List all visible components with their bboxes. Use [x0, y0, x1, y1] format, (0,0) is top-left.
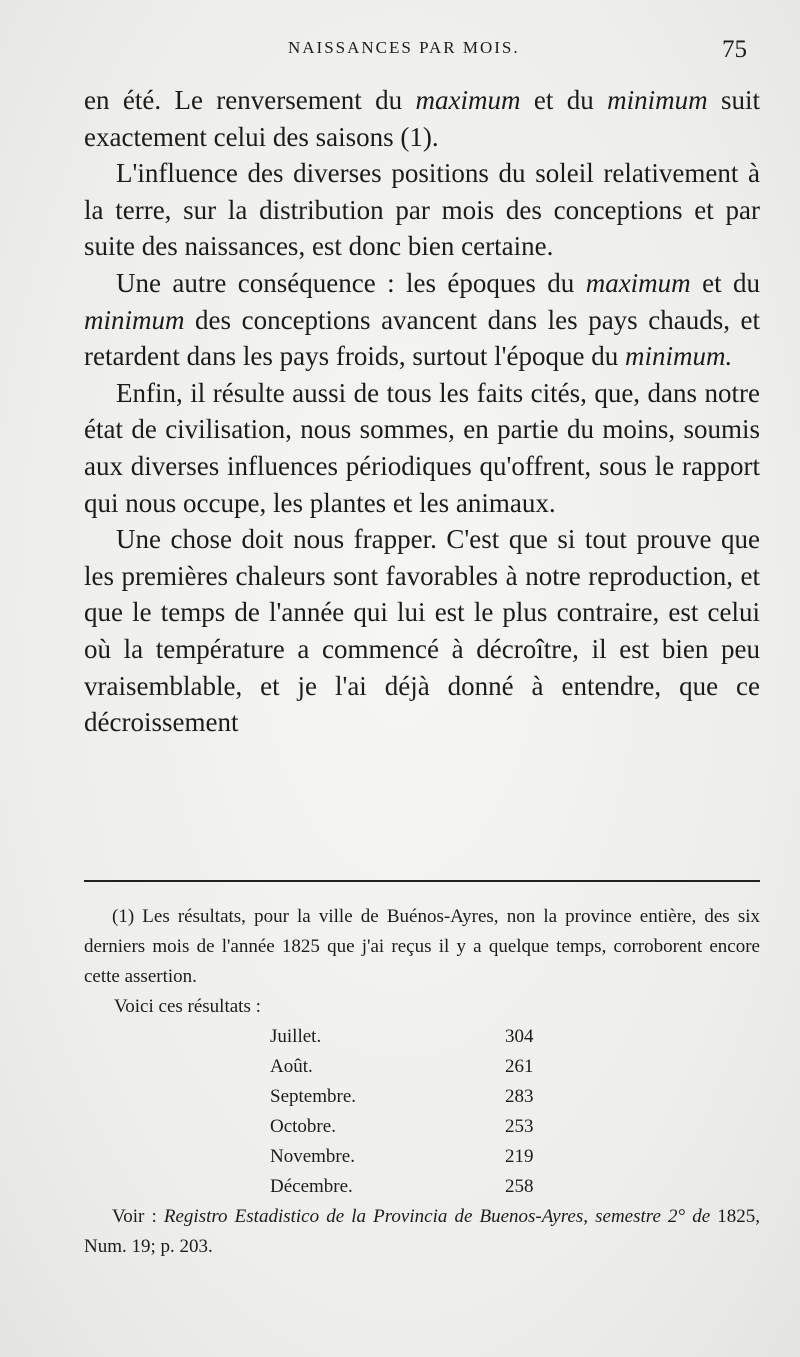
table-row — [270, 1022, 575, 1052]
main-text — [84, 82, 760, 741]
text-run: suit exactement celui des saisons (1). — [84, 85, 760, 152]
footnote-reference — [84, 1202, 760, 1262]
paragraph-4: Enfin, il résulte aussi de tous les faits cités, que, dans notre état de civilisation, nous sommes, en partie du moins, soumis aux diverses influences périodiques qu'offrent, sous le rapport qui nous occupe, les plantes et les animaux. — [84, 377, 760, 518]
table-row — [270, 1052, 575, 1082]
italic-term: minimum — [607, 85, 708, 115]
text-run: Une autre conséquence : les époques du — [116, 267, 586, 298]
value-cell: 258 — [505, 1176, 534, 1197]
value-cell: 253 — [505, 1116, 534, 1137]
results-table — [270, 1022, 575, 1202]
reference-label: Voir : — [112, 1206, 164, 1227]
value-cell: 261 — [505, 1056, 534, 1077]
paragraph-3 — [84, 265, 760, 375]
paragraph-5: Une chose doit nous frapper. C'est que si tout prouve que les premières chaleurs sont favorables à notre reproduction, et que le temps de l'année qui lui est le plus contraire, est celui où la température a commencé à décroître, il est bien peu vraisemblable, et je l'ai déjà donné à entendre, que ce décroissement — [84, 524, 760, 738]
month-cell: Décembre. — [270, 1176, 353, 1197]
footnote — [84, 902, 760, 1262]
italic-term: minimum — [84, 304, 185, 335]
value-cell: 283 — [505, 1086, 534, 1107]
paragraph-2: L'influence des diverses positions du soleil relativement à la terre, sur la distribution par mois des conceptions et par suite des naissances, est donc bien certaine. — [84, 158, 760, 262]
table-row — [270, 1082, 575, 1112]
text-run: en été. Le renversement du — [84, 85, 416, 115]
running-title: NAISSANCES PAR MOIS. — [288, 38, 520, 57]
footnote-text: (1) Les résultats, pour la ville de Buénos-Ayres, non la province entière, des six derniers mois de l'année 1825 que j'ai reçus il y a quelque temps, corroborent encore cette assertion. — [84, 906, 760, 987]
text-run: et du — [520, 85, 608, 115]
italic-term: maximum — [415, 85, 521, 115]
footnote-divider — [84, 880, 760, 882]
value-cell: 304 — [505, 1026, 534, 1047]
footnote-results-intro: Voici ces résultats : — [114, 996, 261, 1017]
reference-details: 1825, Num. 19; p. 203. — [84, 1206, 760, 1257]
value-cell: 219 — [505, 1146, 534, 1167]
page-number: 75 — [722, 36, 747, 63]
table-row — [270, 1112, 575, 1142]
italic-term: maximum — [585, 267, 691, 298]
paragraph-1 — [84, 82, 760, 155]
reference-title: Registro Estadistico de la Provincia de Buenos-Ayres, semestre 2° de — [163, 1206, 711, 1227]
table-row — [270, 1172, 575, 1202]
text-run: des conceptions avancent dans les pays chauds, et retardent dans les pays froids, surtout l'époque du — [84, 304, 760, 372]
month-cell: Juillet. — [270, 1026, 322, 1047]
month-cell: Novembre. — [270, 1146, 355, 1167]
month-cell: Octobre. — [270, 1116, 336, 1137]
text-run: et du — [690, 267, 760, 298]
month-cell: Septembre. — [270, 1086, 357, 1107]
italic-term: minimum. — [625, 341, 733, 372]
table-row — [270, 1142, 575, 1172]
month-cell: Août. — [270, 1056, 313, 1077]
